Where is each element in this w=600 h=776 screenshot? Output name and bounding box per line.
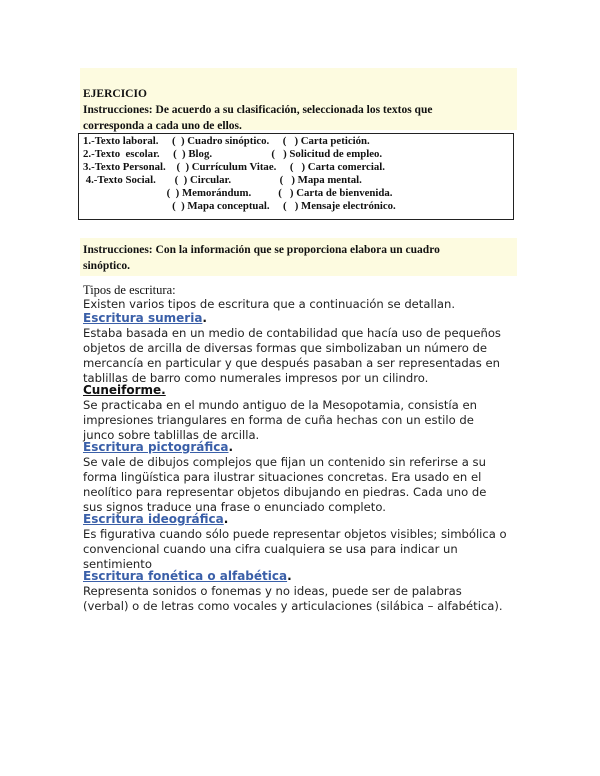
- section-heading-ideografica: Escritura ideográfica.: [83, 512, 229, 526]
- paragraph-line: mercancía en particular y que después pasaban a ser representadas en: [83, 356, 500, 370]
- paragraph-line: Es figurativa cuando sólo puede representar objetos visibles; simbólica o: [83, 527, 507, 541]
- box-line: ( ) Mapa conceptual. ( ) Mensaje electrónico.: [83, 200, 396, 212]
- box-line: 4.-Texto Social. ( ) Circular. ( ) Mapa mental.: [83, 174, 362, 186]
- section-heading-cuneiforme: [83, 383, 166, 398]
- heading-link-sumeria[interactable]: Escritura sumeria: [83, 311, 203, 325]
- paragraph-line: objetos de arcilla de diversas formas que simbolizaban un número de: [83, 341, 487, 355]
- paragraph-line: (verbal) o de letras como vocales y articulaciones (silábica – alfabética).: [83, 599, 503, 613]
- intro-text: Existen varios tipos de escritura que a continuación se detallan.: [83, 297, 456, 311]
- heading-link-ideografica[interactable]: Escritura ideográfica: [83, 512, 224, 526]
- paragraph-line: impresiones triangulares en forma de cuña hechas con un estilo de: [83, 413, 474, 427]
- section-heading-fonetica: Escritura fonética o alfabética.: [83, 569, 292, 583]
- heading-link-pictografica[interactable]: Escritura pictográfica: [83, 440, 229, 454]
- instructions2-line1: Instrucciones: Con la información que se proporciona elabora un cuadro: [83, 244, 440, 256]
- paragraph-line: Se vale de dibujos complejos que fijan un contenido sin referirse a su: [83, 455, 486, 469]
- heading-link-fonetica[interactable]: Escritura fonética o alfabética: [83, 569, 288, 583]
- paragraph-line: sentimiento: [83, 557, 152, 571]
- paragraph-line: forma lingüística para ilustrar situaciones concretas. Era usado en el: [83, 470, 482, 484]
- exercise-instructions-line1: Instrucciones: De acuerdo a su clasificación, seleccionada los textos que: [83, 104, 433, 116]
- paragraph-line: tablillas de barro como numerales impresos por un cilindro.: [83, 371, 429, 385]
- exercise-box: [78, 133, 514, 220]
- section-heading-pictografica: Escritura pictográfica.: [83, 440, 234, 454]
- box-line: 2.-Texto escolar. ( ) Blog. ( ) Solicitud de empleo.: [83, 148, 383, 160]
- exercise-instructions-line2: corresponda a cada uno de ellos.: [83, 120, 242, 132]
- paragraph-line: sus signos traduce una frase o enunciado completo.: [83, 500, 386, 514]
- exercise-title: EJERCICIO: [83, 88, 147, 100]
- paragraph-line: junco sobre tablillas de arcilla.: [83, 428, 260, 442]
- box-line: 1.-Texto laboral. ( ) Cuadro sinóptico. ( ) Carta petición.: [83, 135, 370, 147]
- instructions2-line2: sinóptico.: [83, 260, 130, 272]
- heading-text-cuneiforme: Cuneiforme.: [83, 383, 166, 397]
- paragraph-line: Estaba basada en un medio de contabilidad que hacía uso de pequeños: [83, 326, 501, 340]
- box-line: ( ) Memorándum. ( ) Carta de bienvenida.: [83, 187, 393, 199]
- paragraph-line: Se practicaba en el mundo antiguo de la Mesopotamia, consistía en: [83, 398, 477, 412]
- paragraph-line: convencional cuando una cifra cualquiera se usa para indicar un: [83, 542, 458, 556]
- section-heading-sumeria: Escritura sumeria.: [83, 311, 207, 325]
- box-line: 3.-Texto Personal. ( ) Currículum Vitae. ( ) Carta comercial.: [83, 161, 385, 173]
- paragraph-line: neolítico para representar objetos dibujando en piedras. Cada uno de: [83, 485, 487, 499]
- paragraph-line: Representa sonidos o fonemas y no ideas, puede ser de palabras: [83, 584, 462, 598]
- intro-label: Tipos de escritura:: [83, 283, 176, 297]
